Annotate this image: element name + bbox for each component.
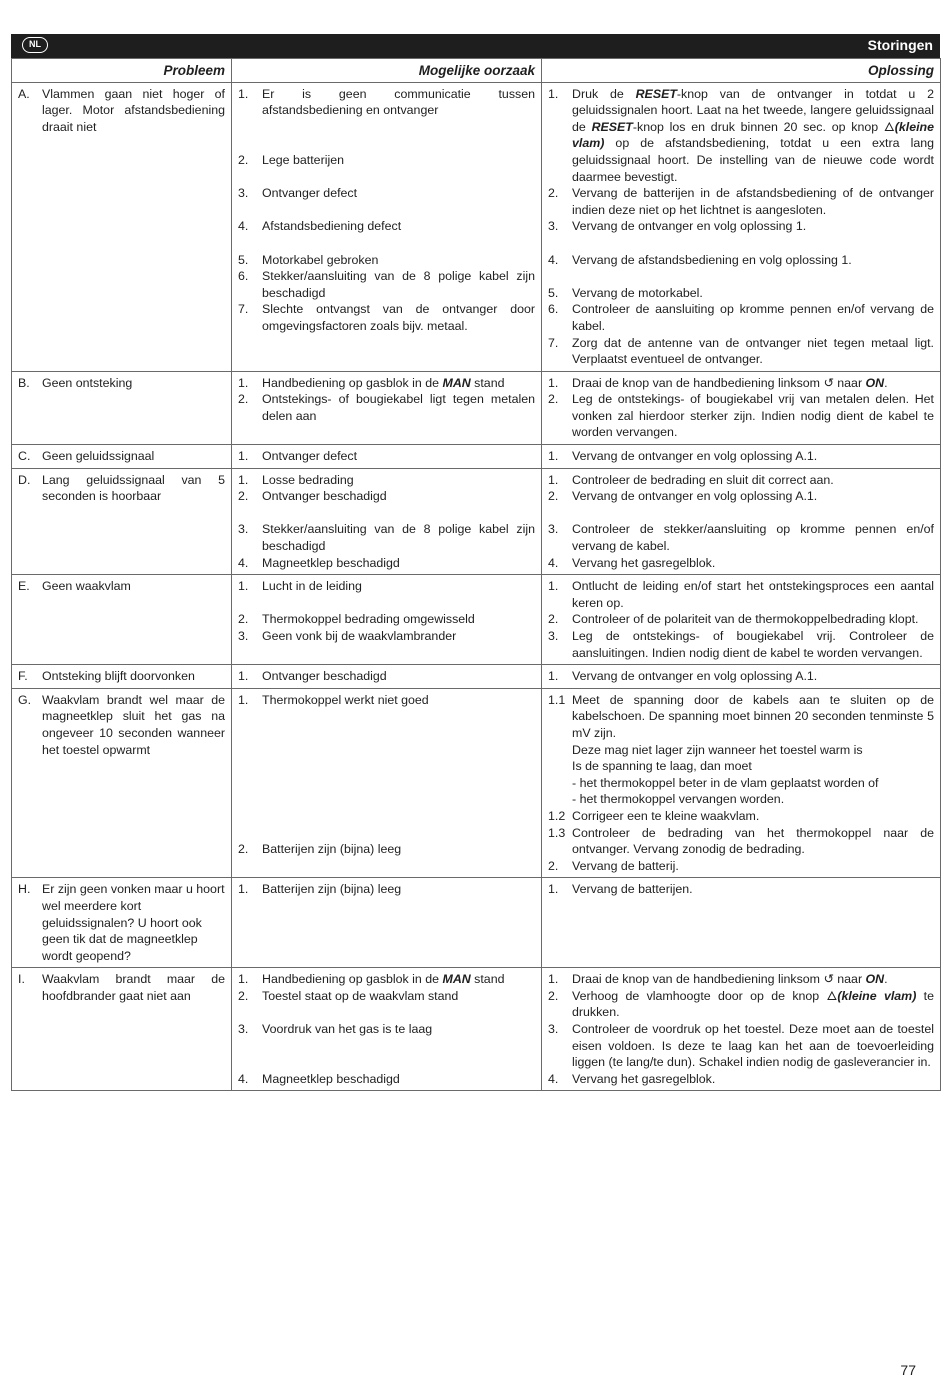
cause-text: Motorkabel gebroken: [262, 252, 379, 267]
solution-text: Leg de ontstekings- of bougiekabel vrij van metalen delen. Het vonken zal hierdoor sterker zijn. Indien nodig dient de kabel te worden vervangen.: [572, 392, 934, 440]
list-number: 7.: [238, 302, 249, 317]
problem-cell: [12, 575, 232, 665]
solution-text: Vervang de motorkabel.: [572, 285, 703, 300]
row-id: D.: [18, 472, 31, 487]
list-number: 2.: [548, 392, 559, 407]
list-number: 1.: [548, 579, 559, 594]
row-id: H.: [18, 882, 31, 897]
table-header-row: [12, 59, 941, 83]
list-number: 1.: [548, 449, 559, 464]
cause-text: Magneetklep beschadigd: [262, 1071, 400, 1086]
solution-text: Draai de knop van de handbediening linksom ↺ naar ON.: [572, 375, 888, 390]
solution-text: Vervang de afstandsbediening en volg oplossing 1.: [572, 252, 852, 267]
cause-text: Magneetklep beschadigd: [262, 555, 400, 570]
solution-text: Meet de spanning door de kabels aan te sluiten op de kabelschoen. De spanning moet binnen 20 seconden tenminste 5 mV zijn. Deze mag niet lager zijn wanneer het toestel warm is Is de spanning te laag, dan moet - het thermokoppel beter in de vlam geplaatst worden of - het thermokoppel vervangen worden.: [572, 692, 934, 807]
solution-text: Vervang het gasregelblok.: [572, 555, 716, 570]
flame-icon: 🜂: [883, 119, 895, 134]
problem-cell: [12, 82, 232, 371]
list-number: 4.: [238, 555, 249, 570]
list-number: 1.: [238, 579, 249, 594]
list-number: 3.: [238, 629, 249, 643]
list-number: 4.: [548, 555, 559, 570]
list-number: 1.: [548, 472, 559, 487]
list-number: 7.: [548, 335, 559, 350]
section-title: Storingen: [867, 37, 933, 53]
solution-cell: [542, 968, 941, 1091]
list-number: 4.: [238, 219, 249, 234]
cause-text: Er is geen communicatie tussen afstandsbediening en ontvanger: [262, 86, 535, 118]
list-number: 1.: [548, 882, 559, 897]
troubleshooting-sheet: [11, 34, 940, 1091]
reset-keyword: RESET: [591, 119, 633, 134]
list-number: 2.: [548, 858, 559, 873]
solution-text: Draai de knop van de handbediening linksom ↺ naar ON.: [572, 972, 888, 987]
problem-text: Lang geluidssignaal van 5 seconden is hoorbaar: [42, 472, 225, 504]
flame-icon: 🜂: [826, 988, 838, 1003]
cause-text: Ontvanger beschadigd: [262, 489, 387, 504]
list-number: 5.: [548, 285, 559, 300]
list-number: 2.: [238, 988, 249, 1003]
cause-text: Voordruk van het gas is te laag: [262, 1022, 433, 1037]
cause-cell: [232, 82, 542, 371]
solution-text: Controleer de bedrading en sluit dit correct aan.: [572, 472, 834, 487]
table-row: [12, 665, 941, 689]
man-keyword: MAN: [442, 375, 471, 390]
language-badge: NL: [22, 37, 48, 53]
cause-cell: [232, 575, 542, 665]
table-row: [12, 878, 941, 968]
list-number: 1.: [238, 692, 249, 707]
solution-cell: [542, 371, 941, 444]
cause-cell: [232, 968, 542, 1091]
solution-text: Controleer de stekker/aansluiting op kromme pennen en/of vervang de kabel.: [572, 522, 934, 554]
list-number: 1.3: [548, 825, 566, 840]
table-row: [12, 688, 941, 878]
table-row: [12, 445, 941, 469]
solution-text: Verhoog de vlamhoogte door op de knop 🜂(kleine vlam) te drukken.: [572, 988, 934, 1020]
solution-text: Leg de ontstekings- of bougiekabel vrij. Controleer de aansluitingen. Indien nodig dient de kabel te worden vervangen.: [572, 629, 934, 660]
problem-cell: [12, 468, 232, 575]
problem-cell: [12, 445, 232, 469]
table-row: [12, 575, 941, 665]
list-number: 5.: [238, 252, 249, 267]
counterclockwise-icon: ↺: [823, 972, 838, 987]
table-row: [12, 468, 941, 575]
solution-text: Vervang de batterijen in de afstandsbediening of de ontvanger indien deze niet op het lichtnet is aangesloten.: [572, 186, 934, 217]
list-number: 2.: [238, 489, 249, 504]
solution-cell: [542, 468, 941, 575]
reset-keyword: RESET: [635, 86, 677, 101]
row-id: A.: [18, 86, 30, 101]
cause-text: Thermokoppel werkt niet goed: [262, 692, 429, 707]
problem-text: Waakvlam brandt wel maar de magneetklep sluit het gas na ongeveer 10 seconden wanneer het toestel opwarmt: [42, 692, 225, 757]
problem-text: Waakvlam brandt maar de hoofdbrander gaat niet aan: [42, 972, 225, 1003]
row-id: E.: [18, 579, 30, 594]
list-number: 3.: [238, 522, 249, 537]
problem-cell: [12, 371, 232, 444]
list-number: 2.: [238, 392, 249, 407]
problem-cell: [12, 878, 232, 968]
list-number: 1.: [238, 449, 249, 464]
cause-text: Ontvanger defect: [262, 449, 358, 464]
solution-text: Vervang de ontvanger en volg oplossing A.1.: [572, 669, 818, 684]
counterclockwise-icon: ↺: [823, 375, 838, 390]
cause-cell: [232, 371, 542, 444]
list-number: 2.: [238, 152, 249, 167]
list-number: 2.: [238, 842, 249, 857]
solution-text: Vervang het gasregelblok.: [572, 1071, 716, 1086]
solution-cell: [542, 688, 941, 878]
solution-text: Controleer de aansluiting op kromme pennen en/of vervang de kabel.: [572, 302, 934, 333]
list-number: 1.: [238, 882, 249, 897]
on-keyword: ON: [865, 375, 885, 390]
row-id: I.: [18, 972, 25, 987]
list-number: 2.: [548, 186, 559, 201]
man-keyword: MAN: [442, 972, 471, 987]
cause-text: Ontvanger defect: [262, 186, 358, 201]
solution-text: Vervang de batterij.: [572, 858, 679, 873]
cause-text: Batterijen zijn (bijna) leeg: [262, 842, 402, 857]
list-number: 3.: [548, 1022, 559, 1037]
table-row: [12, 968, 941, 1091]
problem-text: Geen geluidssignaal: [42, 449, 155, 464]
cause-text: Lucht in de leiding: [262, 579, 362, 594]
list-number: 1.: [548, 375, 559, 390]
solution-cell: [542, 445, 941, 469]
list-number: 4.: [548, 1071, 559, 1086]
cause-text: Thermokoppel bedrading omgewisseld: [262, 612, 475, 627]
list-number: 3.: [548, 219, 559, 234]
list-number: 2.: [238, 612, 249, 627]
header-bar: [11, 34, 940, 58]
problem-cell: [12, 688, 232, 878]
problem-text: Geen ontsteking: [42, 375, 133, 390]
problem-text: Vlammen gaan niet hoger of lager. Motor afstandsbediening draait niet: [42, 86, 225, 134]
problem-cell: [12, 665, 232, 689]
list-number: 1.: [238, 86, 249, 101]
row-id: G.: [18, 692, 32, 707]
list-number: 1.: [548, 669, 559, 684]
solution-text: Corrigeer een te kleine waakvlam.: [572, 808, 760, 823]
troubleshooting-table: [11, 58, 941, 1091]
row-id: F.: [18, 669, 28, 684]
row-id: B.: [18, 375, 30, 390]
small-flame-label: (kleine vlam): [837, 988, 917, 1003]
cause-text: Stekker/aansluiting van de 8 polige kabel zijn beschadigd: [262, 269, 535, 300]
solution-text: Controleer de voordruk op het toestel. Deze moet aan de toestel eisen voldoen. Is deze te laag kan het aan de toevoerleiding liggen (te lang/te dun). Schakel indien nodig de gasleverancier in.: [572, 1022, 934, 1070]
problem-cell: [12, 968, 232, 1091]
cause-text: Afstandsbediening defect: [262, 219, 402, 234]
cause-text: Batterijen zijn (bijna) leeg: [262, 882, 402, 897]
solution-text: Vervang de ontvanger en volg oplossing A.1.: [572, 489, 818, 504]
solution-text: Controleer of de polariteit van de thermokoppelbedrading klopt.: [572, 612, 919, 627]
list-number: 1.2: [548, 808, 566, 823]
problem-text: Er zijn geen vonken maar u hoort wel meerdere kort geluidssignalen? U hoort ook geen tik dat de magneetklep wordt geopend?: [42, 882, 225, 963]
list-number: 3.: [548, 522, 559, 537]
solution-text: Vervang de batterijen.: [572, 882, 693, 897]
solution-cell: [542, 82, 941, 371]
cause-cell: [232, 468, 542, 575]
cause-text: Lege batterijen: [262, 152, 344, 167]
solution-text: Vervang de ontvanger en volg oplossing A.1.: [572, 449, 818, 464]
list-number: 1.: [238, 669, 249, 684]
cause-text: Slechte ontvangst van de ontvanger door omgevingsfactoren zoals bijv. metaal.: [262, 302, 535, 333]
cause-text: Handbediening op gasblok in de MAN stand: [262, 972, 505, 987]
cause-cell: [232, 665, 542, 689]
on-keyword: ON: [865, 972, 885, 987]
list-number: 1.: [238, 972, 249, 987]
page-number: 77: [900, 1362, 916, 1378]
list-number: 4.: [238, 1071, 249, 1086]
list-number: 6.: [238, 269, 249, 284]
list-number: 6.: [548, 302, 559, 317]
cause-cell: [232, 445, 542, 469]
solution-text: Ontlucht de leiding en/of start het ontstekingsproces een aantal keren op.: [572, 579, 934, 610]
solution-cell: [542, 575, 941, 665]
small-flame-label: (kleine vlam): [572, 119, 934, 151]
cause-text: Handbediening op gasblok in de MAN stand: [262, 375, 505, 390]
cause-text: Ontvanger beschadigd: [262, 669, 387, 684]
cause-text: Toestel staat op de waakvlam stand: [262, 988, 459, 1003]
problem-text: Ontsteking blijft doorvonken: [42, 669, 195, 684]
list-number: 1.1: [548, 692, 566, 707]
cause-text: Losse bedrading: [262, 472, 354, 487]
list-number: 1.: [548, 86, 559, 101]
cause-text: Stekker/aansluiting van de 8 polige kabel zijn beschadigd: [262, 522, 535, 554]
solution-text: Controleer de bedrading van het thermokoppel naar de ontvanger. Vervang zonodig de bedrading.: [572, 825, 934, 857]
list-number: 3.: [238, 1022, 249, 1037]
list-number: 3.: [548, 629, 559, 643]
cause-cell: [232, 688, 542, 878]
solution-cell: [542, 878, 941, 968]
row-id: C.: [18, 449, 31, 464]
solution-cell: [542, 665, 941, 689]
solution-text: Zorg dat de antenne van de ontvanger niet tegen metaal ligt. Verplaatst eventueel de ontvanger.: [572, 335, 934, 367]
list-number: 2.: [548, 612, 559, 627]
column-header-problem: Probleem: [12, 59, 232, 83]
list-number: 1.: [548, 972, 559, 987]
cause-text: Geen vonk bij de waakvlambrander: [262, 629, 457, 643]
table-row: [12, 82, 941, 371]
problem-text: Geen waakvlam: [42, 579, 131, 594]
column-header-solution: Oplossing: [542, 59, 941, 83]
list-number: 1.: [238, 472, 249, 487]
table-row: [12, 371, 941, 444]
cause-text: Ontstekings- of bougiekabel ligt tegen metalen delen aan: [262, 392, 535, 423]
list-number: 2.: [548, 489, 559, 504]
solution-text: Vervang de ontvanger en volg oplossing 1.: [572, 219, 807, 234]
list-number: 4.: [548, 252, 559, 267]
list-number: 2.: [548, 988, 559, 1003]
list-number: 3.: [238, 186, 249, 201]
list-number: 1.: [238, 375, 249, 390]
cause-cell: [232, 878, 542, 968]
solution-text: Druk de RESET-knop van de ontvanger in totdat u 2 geluidssignalen hoort. Laat na het tweede, langere geluidssignaal de RESET-knop los en druk binnen 20 sec. op knop 🜂(kleine vlam) op de afstandsbediening, totdat u een extra lang geluidssignaal hoort. De instelling van de nieuwe code wordt daarmee bevestigt.: [572, 86, 935, 184]
column-header-cause: Mogelijke oorzaak: [232, 59, 542, 83]
